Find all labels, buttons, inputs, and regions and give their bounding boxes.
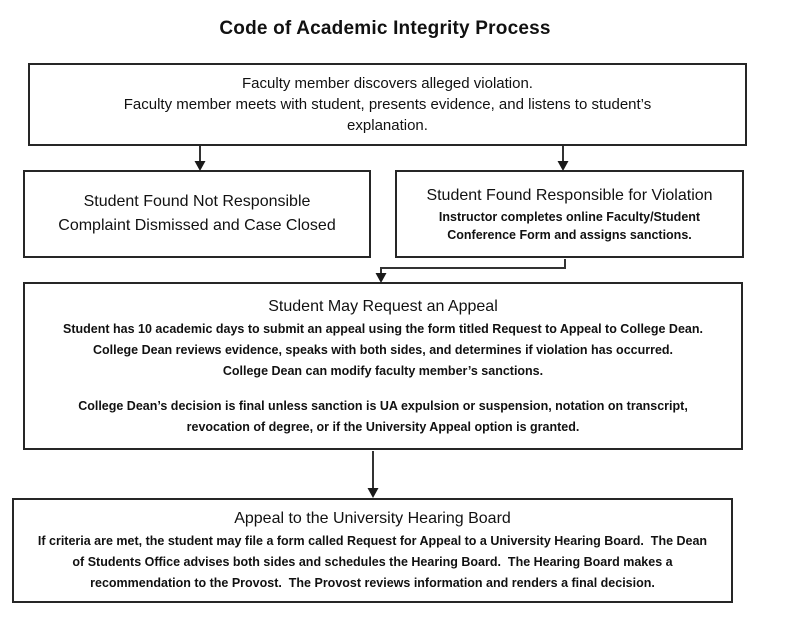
node-text-line: Instructor completes online Faculty/Student [438, 210, 701, 224]
node-hearing-board [12, 498, 733, 603]
arrow-discovery-to-responsible [558, 146, 569, 171]
node-text-line: Conference Form and assigns sanctions. [447, 228, 692, 242]
node-text-line: If criteria are met, the student may file a form called Request for Appeal to a University Hearing Board. The Dean [37, 534, 708, 548]
node-text-line: recommendation to the Provost. The Provost reviews information and renders a final decision. [90, 576, 655, 590]
node-text-line: of Students Office advises both sides and schedules the Hearing Board. The Hearing Board makes a [72, 555, 673, 569]
arrowhead [368, 488, 379, 498]
node-note [25, 396, 741, 438]
node-discovery [28, 63, 747, 146]
node-text-line: College Dean’s decision is final unless sanction is UA expulsion or suspension, notation on transcript, [78, 398, 688, 413]
node-text-line: explanation. [347, 117, 428, 134]
node-not-responsible [23, 170, 371, 258]
node-heading: Student Found Responsible for Violation [426, 187, 713, 204]
node-responsible [395, 170, 744, 258]
node-text-line: Student Found Not Responsible [83, 193, 311, 210]
page-title: Code of Academic Integrity Process [219, 18, 551, 39]
arrow-discovery-to-not-responsible [195, 146, 206, 171]
node-text-line: College Dean reviews evidence, speaks with both sides, and determines if violation has occurred. [92, 342, 674, 357]
node-heading: Appeal to the University Hearing Board [234, 510, 511, 527]
node-text-line: revocation of degree, or if the University Appeal option is granted. [186, 419, 580, 434]
node-heading: Student May Request an Appeal [268, 297, 498, 315]
arrow-appeal-to-hearing-board [368, 451, 379, 498]
node-text-line: Faculty member meets with student, presents evidence, and listens to student’s [123, 96, 652, 113]
node-text-line: College Dean can modify faculty member’s sanctions. [222, 363, 544, 378]
arrow-responsible-to-appeal [376, 259, 566, 283]
node-text-line: Complaint Dismissed and Case Closed [58, 217, 336, 234]
node-text-line: Student has 10 academic days to submit an appeal using the form titled Request to Appeal to College Dean. [63, 321, 703, 336]
node-appeal [23, 282, 743, 450]
node-text-line: Faculty member discovers alleged violation. [242, 75, 533, 92]
